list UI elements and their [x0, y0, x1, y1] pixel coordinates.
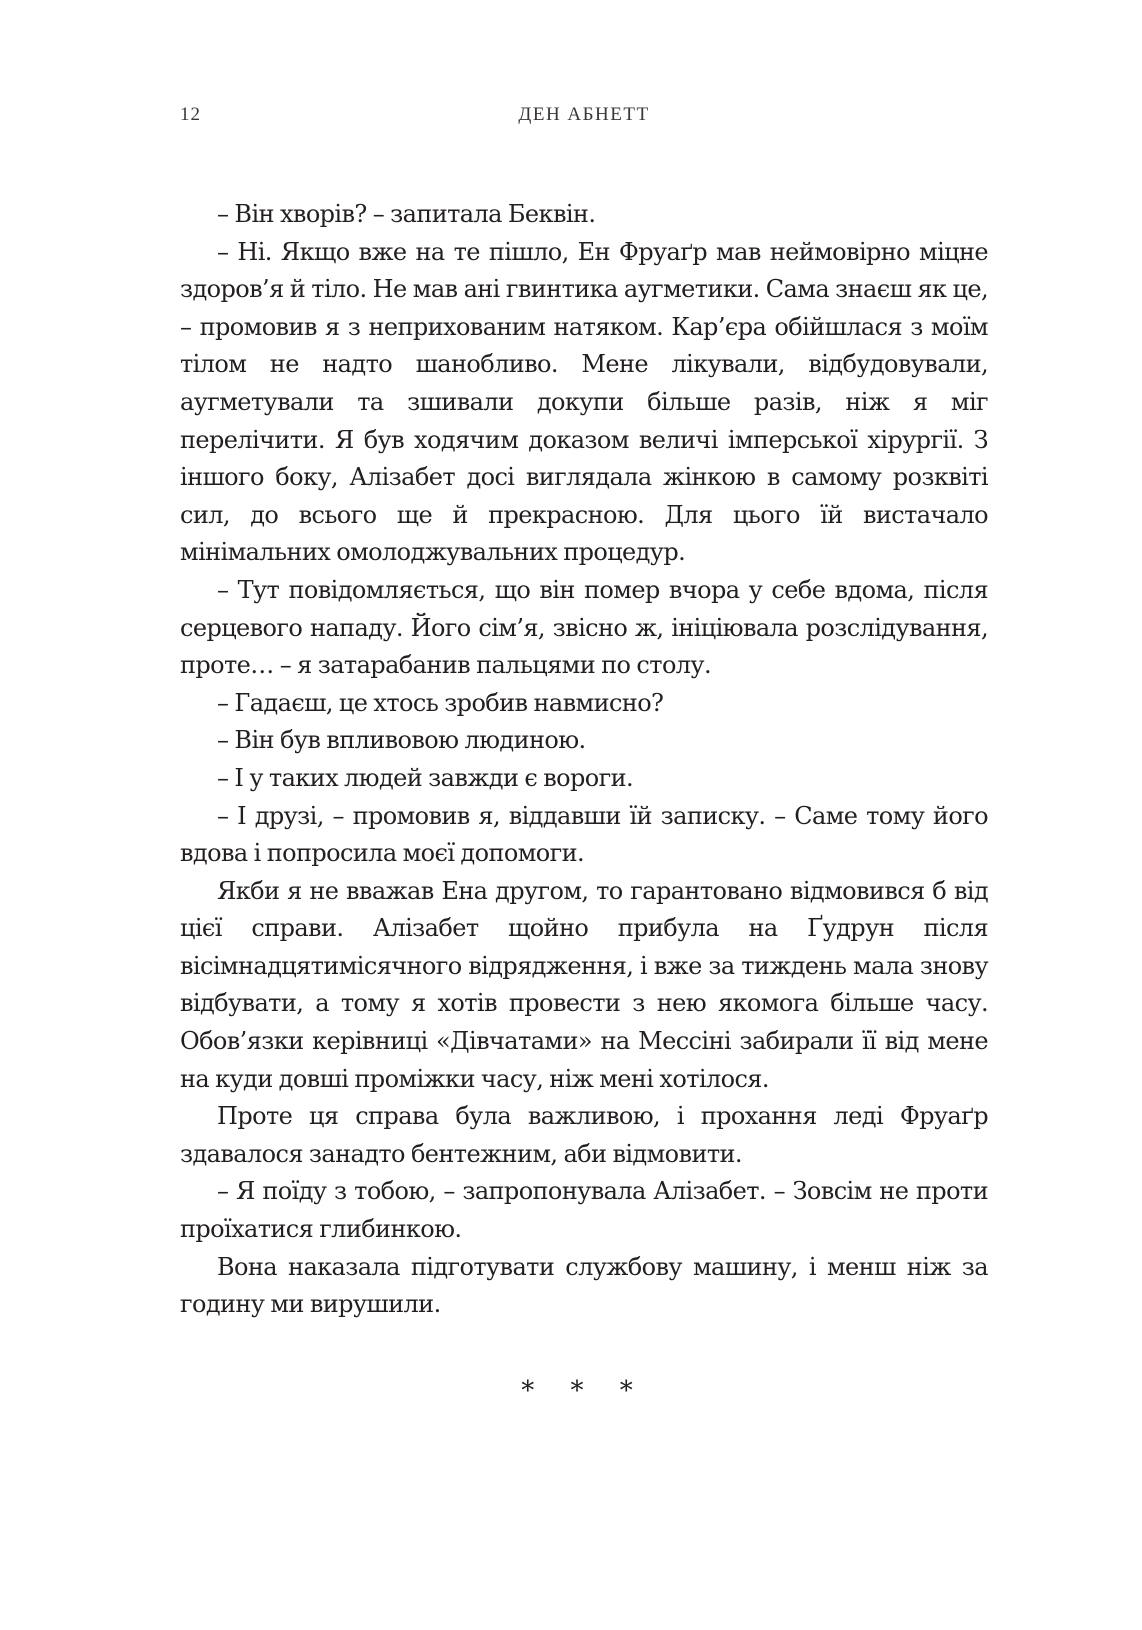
paragraph: – І у таких людей завжди є вороги.	[217, 763, 634, 792]
paragraph: – Я поїду з тобою, – запропонувала Алізабет. – Зовсім не проти проїхатися глибинкою.	[180, 1177, 988, 1244]
paragraph: Вона наказала підготувати службову машину, і менш ніж за годину ми вирушили.	[180, 1252, 988, 1319]
section-break: * * *	[521, 1376, 647, 1406]
paragraph: – Гадаєш, це хтось зробив навмисно?	[217, 688, 664, 717]
page-number: 12	[180, 104, 201, 125]
paragraph: – Він хворів? – запитала Беквін.	[217, 200, 596, 228]
running-head-author: ДЕН АБНЕТТ	[518, 104, 650, 125]
running-head	[180, 104, 988, 134]
paragraph: – І друзі, – промовив я, віддавши їй записку. – Саме тому його вдова і попросила моєї допомоги.	[180, 801, 988, 868]
paragraph: – Ні. Якщо вже на те пішло, Ен Фруаґр мав неймовірно міцне здоров’я й тіло. Не мав ані гвинтика аугметики. Сама знаєш як це, – промовив я з неприхованим натяком. Кар’єра обійшлася з моїм тілом не надто шанобливо. Мене лікували, відбудовували, аугметували та зшивали докупи більше разів, ніж я міг перелічити. Я був ходячим доказом величі імперської хірургії. З іншого боку, Алізабет досі виглядала жінкою в самому розквіті сил, до всього ще й прекрасною. Для цього їй вистачало мінімальних омолоджувальних процедур.	[180, 237, 988, 567]
paragraph: Проте ця справа була важливою, і прохання леді Фруаґр здавалося занадто бентежним, аби відмовити.	[180, 1102, 988, 1168]
body-text	[180, 196, 988, 1324]
paragraph: – Він був впливовою людиною.	[217, 726, 586, 755]
paragraph: Якби я не вважав Ена другом, то гарантовано відмовився б від цієї справи. Алізабет щойно прибула на Ґудрун після вісімнадцятимісячного відрядження, і вже за тиждень мала знову відбувати, а тому я хотів провести з нею якомога більше часу. Обов’язки керівниці «Дівчатами» на Мессіні забирали її від мене на куди довші проміжки часу, ніж мені хотілося.	[180, 876, 988, 1093]
paragraph: – Тут повідомляється, що він помер вчора у себе вдома, після серцевого нападу. Його сім’я, звісно ж, ініціювала розслідування, проте… – я затарабанив пальцями по столу.	[180, 575, 988, 680]
